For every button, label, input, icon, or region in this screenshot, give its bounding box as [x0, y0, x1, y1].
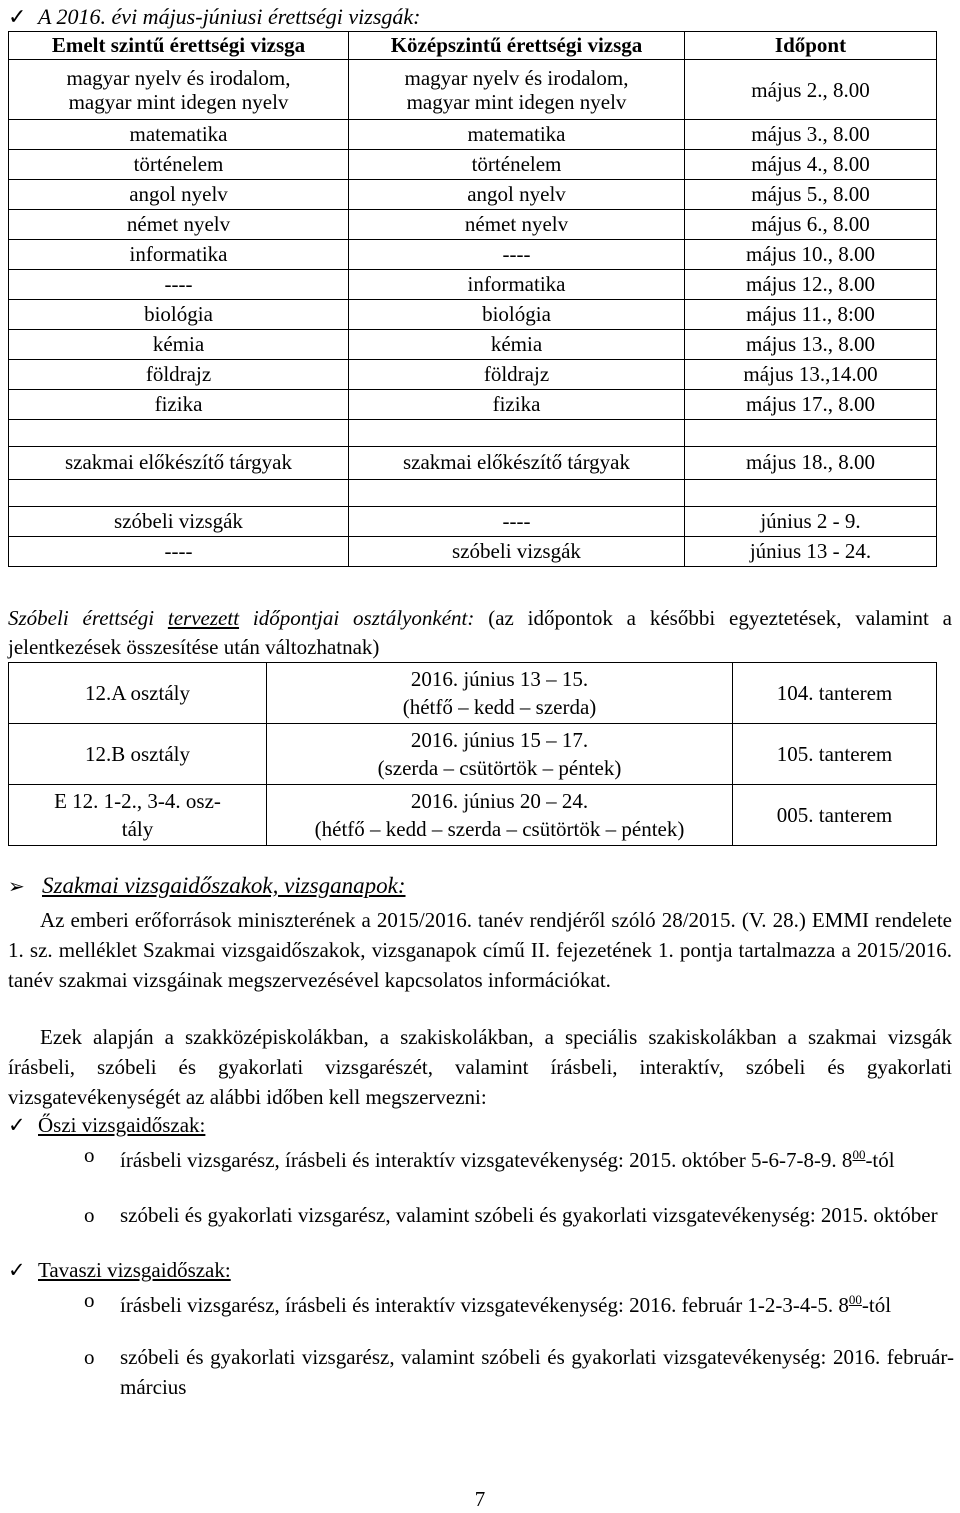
table-row: [9, 300, 937, 330]
spring-item-oral: o szóbeli és gyakorlati vizsgarész, valamint szóbeli és gyakorlati vizsgatevékenység: 2016. február-március: [120, 1342, 954, 1402]
bullet-icon: o: [84, 1203, 95, 1227]
cell-date: május 6., 8.00: [685, 210, 937, 240]
cell-room: 105. tanterem: [733, 724, 937, 785]
cell-standard: földrajz: [349, 360, 685, 390]
cell-room: 005. tanterem: [733, 785, 937, 846]
blank-row: [9, 480, 937, 507]
cell-date: május 18., 8.00: [685, 447, 937, 480]
cell-room: 104. tanterem: [733, 663, 937, 724]
cell-standard: ----: [349, 507, 685, 537]
cell-date: május 4., 8.00: [685, 150, 937, 180]
header-advanced: Emelt szintű érettségi vizsga: [9, 32, 349, 60]
exam-heading: ✓ A 2016. évi május-júniusi érettségi vizsgák:: [8, 4, 421, 29]
cell-date: május 12., 8.00: [685, 270, 937, 300]
table-row: [9, 210, 937, 240]
arrow-bullet-icon: ➢: [8, 876, 25, 898]
header-date: Időpont: [685, 32, 937, 60]
section-heading: ➢ Szakmai vizsgaidőszakok, vizsganapok:: [8, 873, 406, 898]
table-row: [9, 507, 937, 537]
cell-standard: matematika: [349, 120, 685, 150]
table-row: [9, 60, 937, 120]
table-row: [9, 447, 937, 480]
table-row: [9, 724, 937, 785]
paragraph-regulation: Az emberi erőforrások miniszterének a 2015/2016. tanév rendjéről szóló 28/2015. (V. 28.) EMMI rendelete 1. sz. melléklet Szakmai vizsgaidőszakok, vizsganapok című II. fejezetének 1. pontja tartalmazza a 2015/2016. tanév szakmai vizsgáinak megszervezésével kapcsolatos információkat.: [8, 908, 952, 992]
cell-advanced: ----: [9, 270, 349, 300]
cell-date: május 11., 8:00: [685, 300, 937, 330]
cell-advanced: kémia: [9, 330, 349, 360]
bullet-icon: o: [84, 1288, 95, 1312]
autumn-item-written: o írásbeli vizsgarész, írásbeli és interaktív vizsgatevékenység: 2015. október 5-6-7-8-9. $8^{00}$-tól: [120, 1140, 954, 1175]
checkmark-icon: ✓: [8, 4, 27, 29]
table-row: [9, 240, 937, 270]
cell-standard: biológia: [349, 300, 685, 330]
exam-schedule-table: [8, 31, 937, 567]
oral-exam-intro: Szóbeli érettségi tervezett időpontjai osztályonként: (az időpontok a későbbi egyeztetések, valamint a jelentkezések összesítése után változhatnak): [8, 606, 952, 659]
cell-date: május 17., 8.00: [685, 390, 937, 420]
cell-date: június 2 - 9.: [685, 507, 937, 537]
cell-standard: történelem: [349, 150, 685, 180]
cell-date: május 13.,14.00: [685, 360, 937, 390]
cell-advanced: szakmai előkészítő tárgyak: [9, 447, 349, 480]
cell-advanced: matematika: [9, 120, 349, 150]
table-row: [9, 120, 937, 150]
table-row: [9, 180, 937, 210]
checkmark-icon: ✓: [8, 1113, 26, 1137]
cell-date: május 10., 8.00: [685, 240, 937, 270]
page-number: 7: [474, 1487, 486, 1511]
oral-exam-table: [8, 662, 937, 846]
table-row: [9, 785, 937, 846]
table-row: [9, 330, 937, 360]
autumn-item-oral: o szóbeli és gyakorlati vizsgarész, valamint szóbeli és gyakorlati vizsgatevékenység: 2015. október: [120, 1200, 954, 1230]
cell-standard: kémia: [349, 330, 685, 360]
bullet-icon: o: [84, 1143, 95, 1167]
cell-date: május 2., 8.00: [685, 60, 937, 120]
paragraph-schedule: Ezek alapján a szakközépiskolákban, a szakiskolákban, a speciális szakiskolákban a szakmai vizsgák írásbeli, szóbeli és gyakorlati vizsgarészét, valamint írásbeli, interaktív, szóbeli és gyakorlati vizsgatevékenységét az alábbi időben kell megszervezni:: [8, 1025, 952, 1109]
table-row: [9, 390, 937, 420]
header-standard: Középszintű érettségi vizsga: [349, 32, 685, 60]
autumn-heading: ✓ Őszi vizsgaidőszak:: [8, 1110, 205, 1140]
cell-advanced: magyar nyelv és irodalom, magyar mint idegen nyelv: [9, 60, 349, 120]
spring-item-written: o írásbeli vizsgarész, írásbeli és interaktív vizsgatevékenység: 2016. február 1-2-3-4-5. $8^{00}$-tól: [120, 1285, 954, 1320]
cell-standard: német nyelv: [349, 210, 685, 240]
cell-date: május 3., 8.00: [685, 120, 937, 150]
cell-standard: informatika: [349, 270, 685, 300]
cell-date: május 5., 8.00: [685, 180, 937, 210]
cell-standard: szóbeli vizsgák: [349, 537, 685, 567]
cell-oral-date: 2016. június 15 – 17. (szerda – csütörtök – péntek): [267, 724, 733, 785]
cell-oral-date: 2016. június 13 – 15. (hétfő – kedd – szerda): [267, 663, 733, 724]
cell-date: május 13., 8.00: [685, 330, 937, 360]
cell-oral-date: 2016. június 20 – 24. (hétfő – kedd – szerda – csütörtök – péntek): [267, 785, 733, 846]
cell-advanced: angol nyelv: [9, 180, 349, 210]
table-row: [9, 360, 937, 390]
cell-advanced: történelem: [9, 150, 349, 180]
cell-advanced: szóbeli vizsgák: [9, 507, 349, 537]
table-header-row: [9, 32, 937, 60]
cell-advanced: földrajz: [9, 360, 349, 390]
cell-standard: angol nyelv: [349, 180, 685, 210]
cell-standard: magyar nyelv és irodalom, magyar mint idegen nyelv: [349, 60, 685, 120]
cell-standard: szakmai előkészítő tárgyak: [349, 447, 685, 480]
cell-advanced: német nyelv: [9, 210, 349, 240]
cell-advanced: fizika: [9, 390, 349, 420]
cell-advanced: biológia: [9, 300, 349, 330]
table-row: [9, 537, 937, 567]
cell-class: 12.B osztály: [9, 724, 267, 785]
spring-heading: ✓ Tavaszi vizsgaidőszak:: [8, 1255, 231, 1285]
table-row: [9, 663, 937, 724]
table-row: [9, 150, 937, 180]
cell-advanced: ----: [9, 537, 349, 567]
cell-class: E 12. 1-2., 3-4. osz- tály: [9, 785, 267, 846]
checkmark-icon: ✓: [8, 1258, 26, 1282]
cell-class: 12.A osztály: [9, 663, 267, 724]
cell-standard: fizika: [349, 390, 685, 420]
cell-date: június 13 - 24.: [685, 537, 937, 567]
bullet-icon: o: [84, 1345, 95, 1369]
cell-advanced: informatika: [9, 240, 349, 270]
cell-standard: ----: [349, 240, 685, 270]
blank-row: [9, 420, 937, 447]
table-row: [9, 270, 937, 300]
